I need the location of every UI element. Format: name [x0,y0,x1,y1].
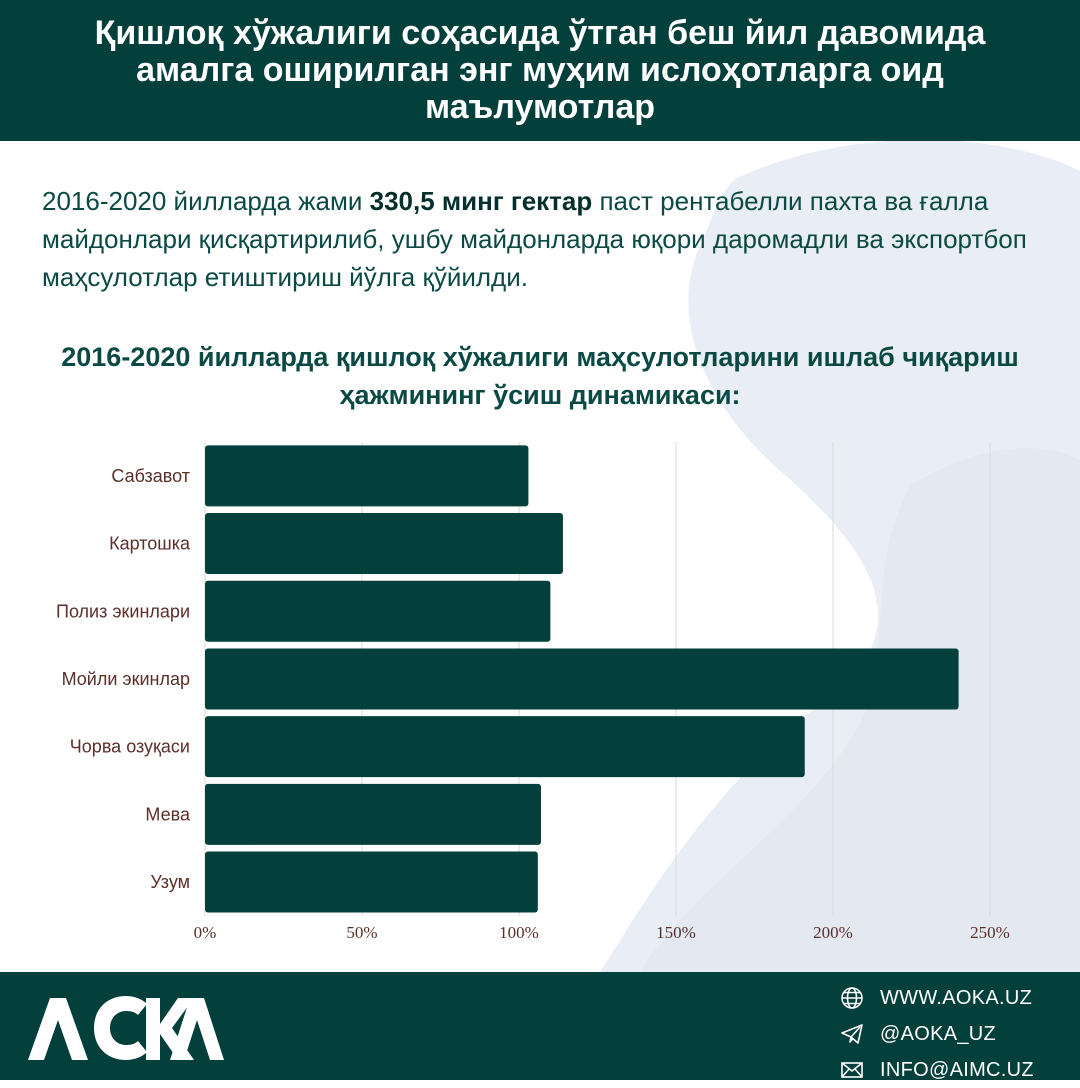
bar-layer [205,445,959,912]
contact-telegram[interactable] [838,1016,1034,1052]
label-layer [56,466,191,892]
chart-title: 2016-2020 йилларда қишлоқ хўжалиги маҳсулотларини ишлаб чиқариш ҳажмининг ўсиш динамикаси: [61,342,1019,410]
bar [205,852,538,913]
intro-text-after: паст рентабелли пахта ва ғалла майдонлари қисқартирилиб, ушбу майдонларда юқори даромадли ва экспортбоп маҳсулотлар етиштириш йўлга қўйилди. [42,186,1027,292]
category-label: Чорва озуқаси [69,736,190,757]
contact-email[interactable] [838,1052,1034,1088]
website-text[interactable]: WWW.AOKA.UZ [880,986,1033,1009]
category-label: Сабзавот [111,465,190,486]
category-label: Узум [150,872,190,893]
aoka-logo [26,994,226,1062]
category-label: Картошка [109,533,190,554]
bar [205,784,541,845]
bar [205,445,528,506]
globe-icon [838,984,866,1012]
telegram-icon [838,1020,866,1048]
x-tick-label: 200% [813,922,853,942]
bar [205,513,563,574]
x-tick-label: 50% [346,922,378,942]
email-text[interactable]: INFO@AIMC.UZ [880,1058,1034,1081]
page-title: Қишлоқ хўжалиги соҳасида ўтган беш йил давомида амалга оширилган энг муҳим ислоҳотларга оид маълумотлар [94,14,986,126]
telegram-text[interactable]: @AOKA_UZ [880,1022,997,1045]
bar [205,716,805,777]
x-tick-label: 150% [656,922,696,942]
contact-website[interactable] [838,980,1034,1016]
bar [205,648,959,709]
x-tick-label: 0% [193,922,217,942]
category-label: Полиз экинлари [56,601,190,622]
contact-list [838,980,1034,1088]
bar-chart [0,420,1080,950]
x-tick-label: 100% [499,922,539,942]
x-tick-label: 250% [970,922,1010,942]
category-label: Мева [145,804,190,825]
tick-layer [194,923,1010,942]
logo-text: AOKA [26,994,29,995]
intro-paragraph [42,182,1042,296]
intro-highlight: 330,5 минг гектар [369,186,593,216]
category-label: Мойли экинлар [61,668,190,689]
header-banner [0,0,1080,141]
footer-bar [0,972,1080,1080]
intro-text-before: 2016-2020 йилларда жами [42,186,370,216]
bar [205,581,550,642]
